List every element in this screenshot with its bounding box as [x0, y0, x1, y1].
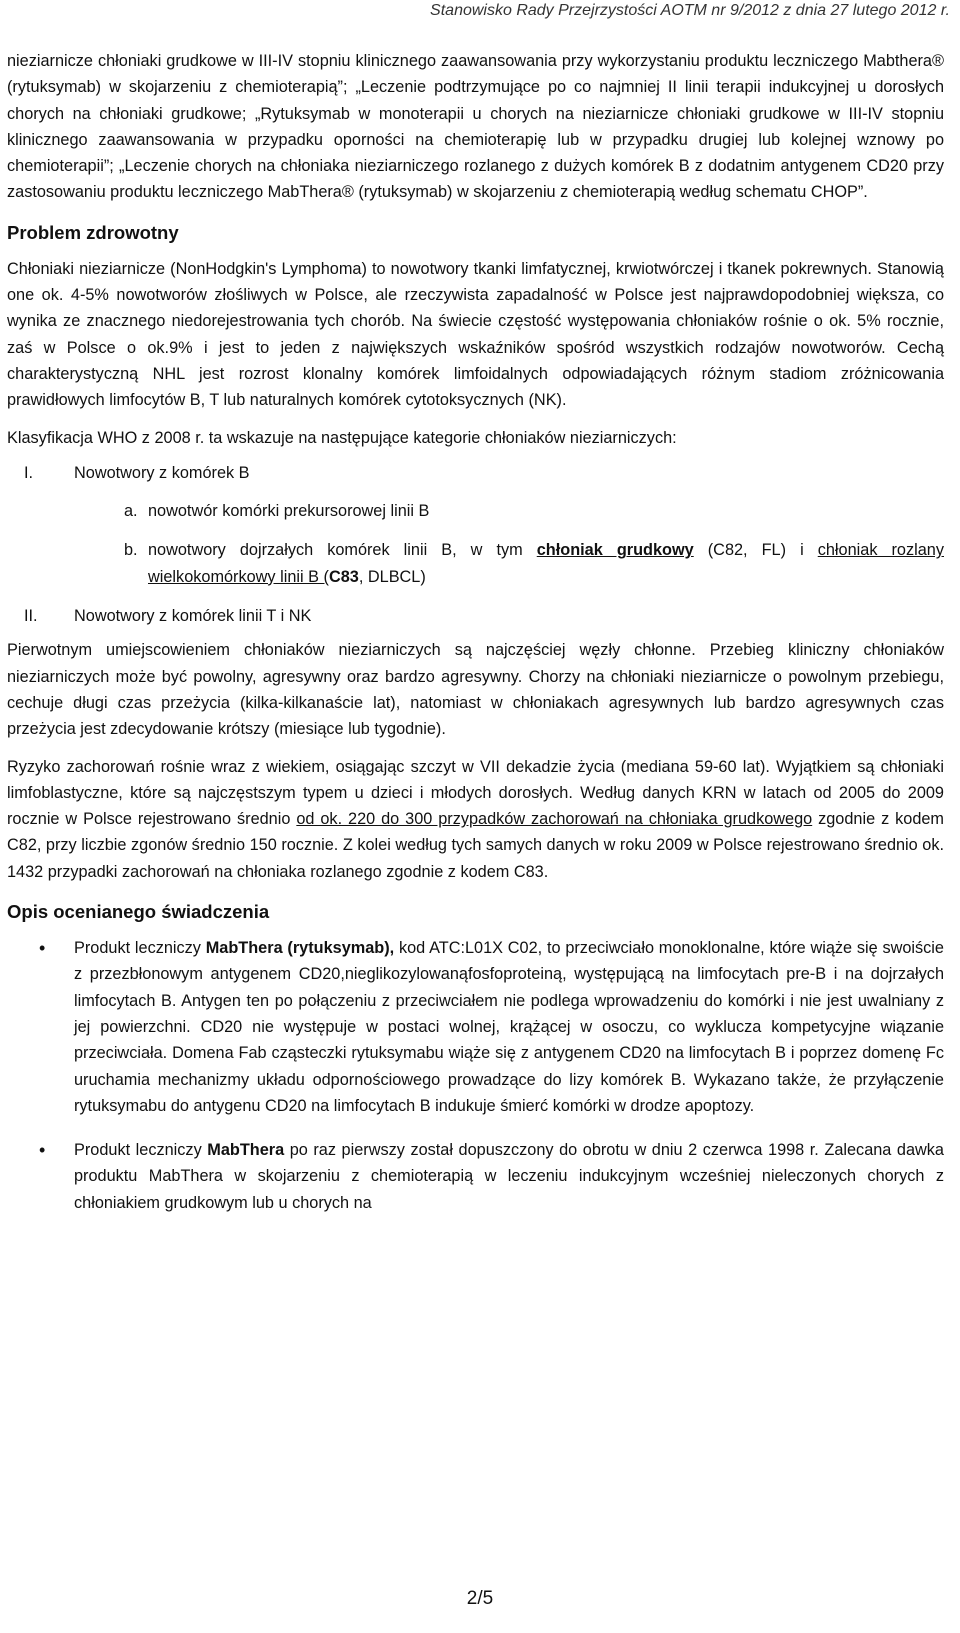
list-item-b-cell — [7, 460, 944, 590]
paragraph-who-classification: Klasyfikacja WHO z 2008 r. ta wskazuje na następujące kategorie chłoniaków nieziarniczych: — [7, 428, 677, 447]
bullet-item-mechanism — [7, 935, 944, 1119]
section-heading-assessed-service: Opis ocenianego świadczenia — [7, 901, 270, 923]
list-number: II. — [24, 607, 38, 626]
list-item-t-nk-cell — [7, 603, 944, 629]
section-heading-health-problem: Problem zdrowotny — [7, 221, 179, 243]
sublist-item-text: nowotwór komórki prekursorowej linii B — [148, 502, 430, 521]
paragraph-epidemiology — [7, 754, 944, 885]
bullet-text: Produkt leczniczy — [74, 939, 206, 958]
list-item-text: Nowotwory z komórek B — [74, 463, 250, 482]
sublist-item-text: , DLBCL) — [358, 567, 426, 586]
document-body — [7, 48, 944, 1234]
sublist-letter: a. — [124, 502, 138, 521]
drug-name: MabThera — [207, 1141, 285, 1160]
sublist-letter: b. — [124, 541, 138, 560]
list-item-text: Nowotwory z komórek linii T i NK — [74, 607, 312, 626]
bullet-icon: • — [39, 938, 46, 959]
bullet-text: po raz pierwszy został dopuszczony do obrotu w dniu 2 czerwca 1998 r. Zalecana dawka produktu MabThera w skojarzeniu z chemioterapią w leczeniu indukcyjnym wcześniej nieleczonych chorych z chłoniakiem grudkowym lub u chorych na — [74, 1141, 944, 1212]
epidemiology-underlined: od ok. 220 do 300 przypadków zachorowań na chłoniaka grudkowego — [296, 810, 813, 829]
page-header: Stanowisko Rady Przejrzystości AOTM nr 9/2012 z dnia 27 lutego 2012 r. — [430, 2, 950, 19]
bullet-text: kod ATC:L01X C02, to przeciwciało monoklonalne, które wiąże się swoiście z przezbłonowym antygenem CD20,nieglikozylowanąfosfoproteiną, występującą na limfocytach pre-B i na dojrzałych limfocytach B. Antygen ten po połączeniu z przeciwciałem nie podlega wprowadzeniu do komórki i nie jest uwalniany z jej powierzchni. CD20 nie występuje w postaci wolnej, krążącej w osoczu, co wyklucza kompetycyjne wiązanie przeciwciała. Domena Fab cząsteczki rytuksymabu wiąże się z antygenem CD20 na limfocytach B i poprzez domenę Fc uruchamia mechanizmy układu odpornościowego prowadzące do lizy komórek B. Wykazano także, że przyłączenie rytuksymabu do antygenu CD20 na limfocytach B indukuje śmierć komórki w drodze apoptozy. — [74, 939, 944, 1115]
sublist-item-b — [7, 537, 944, 590]
bullet-item-approval — [7, 1137, 944, 1216]
sublist-item-a — [7, 498, 944, 524]
dlbcl-term: chłoniak rozlany wielkokomórkowy linii B ( — [148, 541, 944, 586]
intro-paragraph: nieziarnicze chłoniaki grudkowe w III-IV stopniu klinicznego zaawansowania przy wykorzystaniu produktu leczniczego Mabthera® (rytuksymab) w skojarzeniu z chemioterapią”; „Leczenie podtrzymujące po co najmniej II linii terapii indukcyjnej u dorosłych chorych na chłoniaki grudkowe; „Rytuksymab w monoterapii u chorych na nieziarnicze chłoniaki grudkowe w III-IV stopniu klinicznego zaawansowania w przypadku oporności na chemioterapię lub w przypadku drugiej lub kolejnej wznowy po chemioterapii”; „Leczenie chorych na chłoniaka nieziarniczego rozlanego z dużych komórek B z dodatnim antygenem CD20 przy zastosowaniu produktu leczniczego MabThera® (rytuksymab) w skojarzeniu z chemioterapią według schematu CHOP”. — [7, 52, 944, 202]
list-number: I. — [24, 463, 34, 482]
drug-name: MabThera (rytuksymab), — [205, 939, 395, 958]
bullet-text: Produkt leczniczy — [74, 1141, 208, 1160]
epidemiology-text: Ryzyko zachorowań rośnie wraz z wiekiem, osiągając szczyt w VII dekadzie życia (mediana 59-60 lat). Wyjątkiem są chłoniaki limfoblastyczne, które są najczęstszym typem u dzieci i młodych dorosłych. Według danych KRN w latach od 2005 do 2009 rocznie w Polsce rejestrowano średnio — [7, 757, 944, 829]
service-bullet-list — [7, 935, 944, 1216]
page-number: 2/5 — [466, 1588, 494, 1609]
sublist-item-text: (C82, FL) i — [693, 541, 818, 560]
classification-list — [7, 460, 944, 629]
sublist-item-text: nowotwory dojrzałych komórek linii B, w tym — [148, 541, 537, 560]
paragraph-nhl-overview: Chłoniaki nieziarnicze (NonHodgkin's Lymphoma) to nowotwory tkanki limfatycznej, krwiotwórczej i tkanek pokrewnych. Stanowią one ok. 4-5% nowotworów złośliwych w Polsce, ale rzeczywista zapadalność w Polsce jest najprawdopodobniej większa, co wynika ze znacznego niedorejestrowania tych chorób. Na świecie częstość występowania chłoniaków rośnie o ok. 5% rocznie, zaś w Polsce o ok.9% i jest to jeden z największych wskaźników spośród wszystkich rodzajów nowotworów. Cechą charakterystyczną NHL jest rozrost klonalny komórek limfoidalnych odpowiadających różnym stadiom zróżnicowania prawidłowych limfocytów B, T lub naturalnych komórek cytotoksycznych (NK). — [7, 259, 944, 410]
bullet-icon: • — [39, 1140, 46, 1161]
code-c83: C83 — [328, 567, 359, 586]
paragraph-clinical-course: Pierwotnym umiejscowieniem chłoniaków nieziarniczych są najczęściej węzły chłonne. Przebieg kliniczny chłoniaków nieziarniczych może być powolny, agresywny oraz bardzo agresywny. Chorzy na chłoniaki nieziarnicze o powolnym przebiegu, cechuje długi czas przeżycia (kilka-kilkanaście lat), natomiast w chłoniakach agresywnych lub bardzo agresywnych czas przeżycia jest zdecydowanie krótszy (miesiące lub tygodnie). — [7, 641, 944, 739]
epidemiology-text: zgodnie z kodem C82, przy liczbie zgonów średnio 150 rocznie. Z kolei według tych samych danych w roku 2009 w Polsce rejestrowano średnio ok. 1432 przypadki zachorowań na chłoniaka rozlanego zgodnie z kodem C83. — [7, 810, 944, 881]
sublist-b-cell — [7, 498, 944, 590]
follicular-lymphoma-term: chłoniak grudkowy — [536, 541, 694, 560]
